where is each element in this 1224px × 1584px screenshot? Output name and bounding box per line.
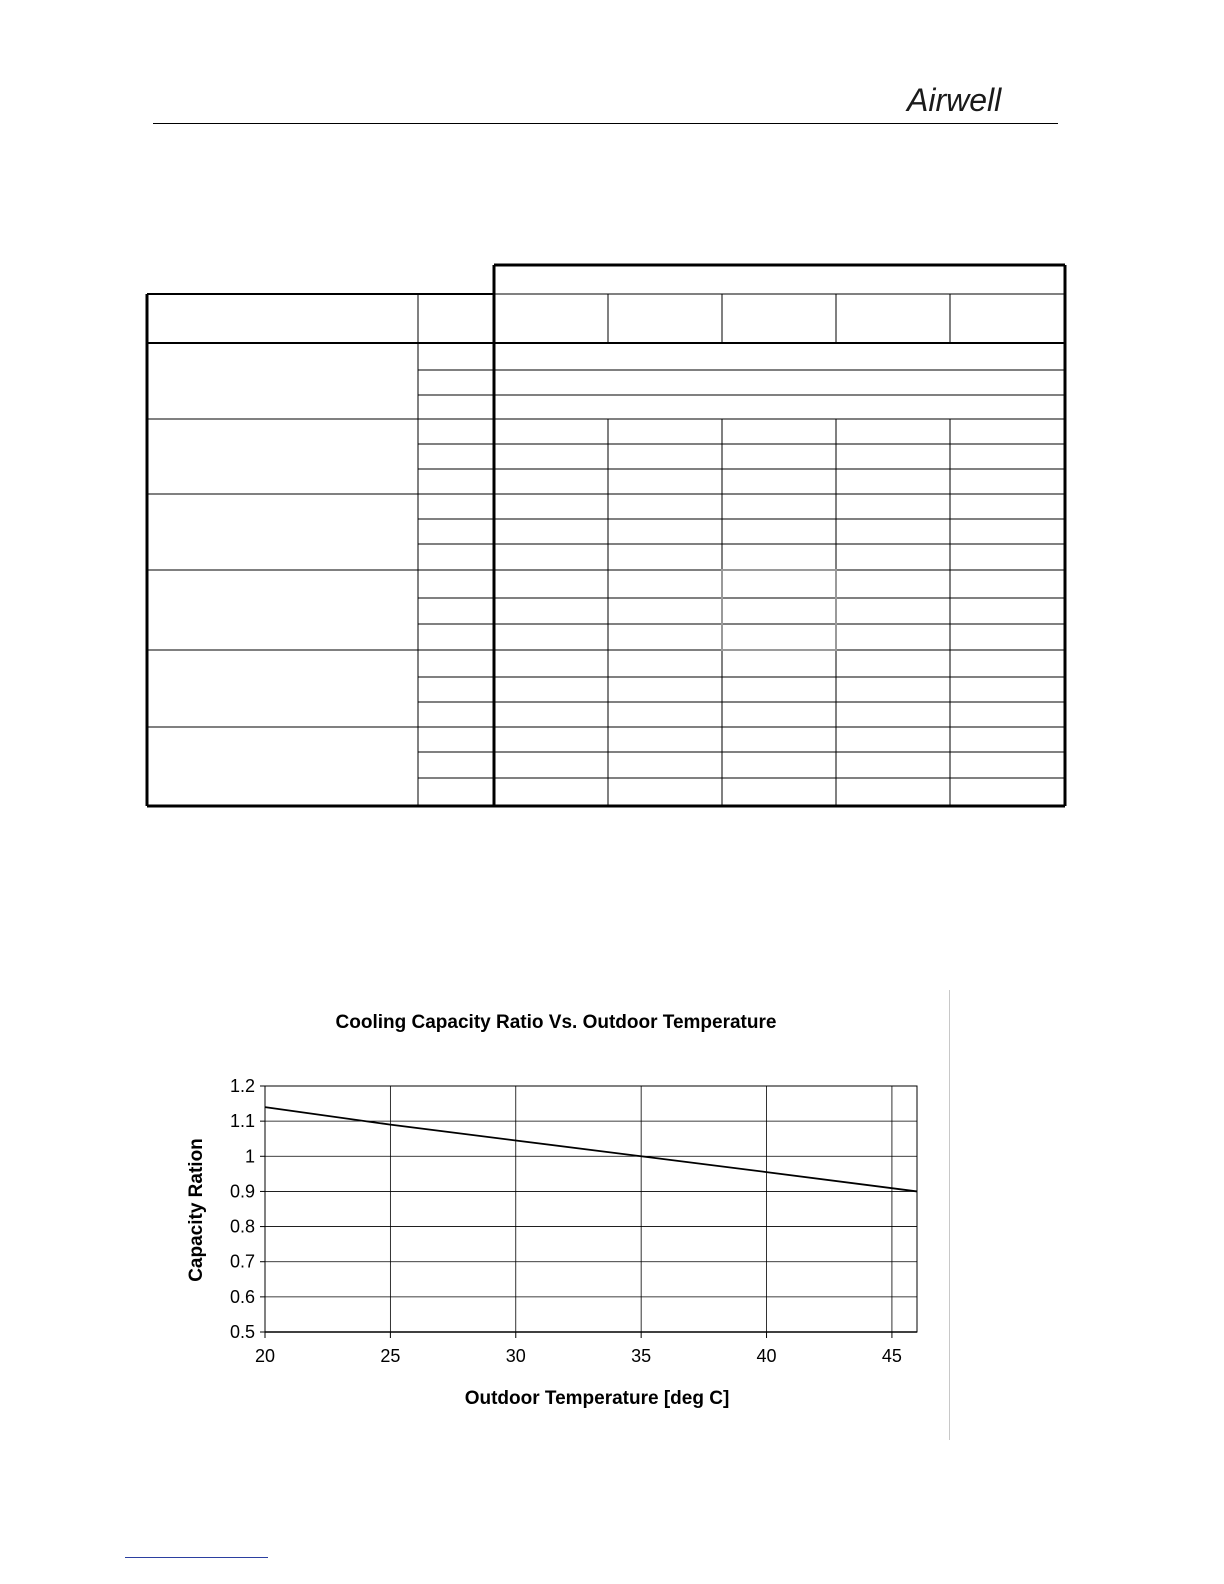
- x-tick-label: 35: [631, 1346, 652, 1366]
- x-tick-label: 25: [380, 1346, 401, 1366]
- logo-text: Airwell: [907, 82, 1002, 118]
- y-tick-label: 0.8: [229, 1216, 255, 1237]
- x-tick-label: 20: [254, 1346, 276, 1366]
- footer-rule: [125, 1557, 268, 1558]
- y-tick-label: 0.7: [229, 1251, 255, 1272]
- y-tick-label: 0.6: [229, 1286, 255, 1307]
- capacity-ratio-line: [265, 1107, 917, 1191]
- chart-area: [180, 990, 955, 1440]
- y-tick-label: 1.2: [229, 1076, 255, 1096]
- y-tick-label: 1: [244, 1146, 255, 1167]
- y-tick-label: 0.5: [229, 1322, 255, 1342]
- chart-divider: [949, 990, 950, 1440]
- x-tick-label: 40: [756, 1346, 777, 1366]
- y-axis-label: Capacity Ration: [186, 1138, 207, 1282]
- y-tick-label: 1.1: [229, 1111, 255, 1132]
- x-axis-label: Outdoor Temperature [deg C]: [464, 1388, 730, 1409]
- plot-area: [265, 1086, 917, 1332]
- cooling-capacity-chart: [180, 990, 955, 1440]
- x-tick-label: 45: [881, 1346, 902, 1366]
- y-tick-label: 0.9: [229, 1181, 255, 1202]
- x-tick-label: 30: [505, 1346, 526, 1366]
- chart-title: Cooling Capacity Ratio Vs. Outdoor Temperature: [335, 1012, 777, 1033]
- highlight-cell-block: [722, 570, 836, 650]
